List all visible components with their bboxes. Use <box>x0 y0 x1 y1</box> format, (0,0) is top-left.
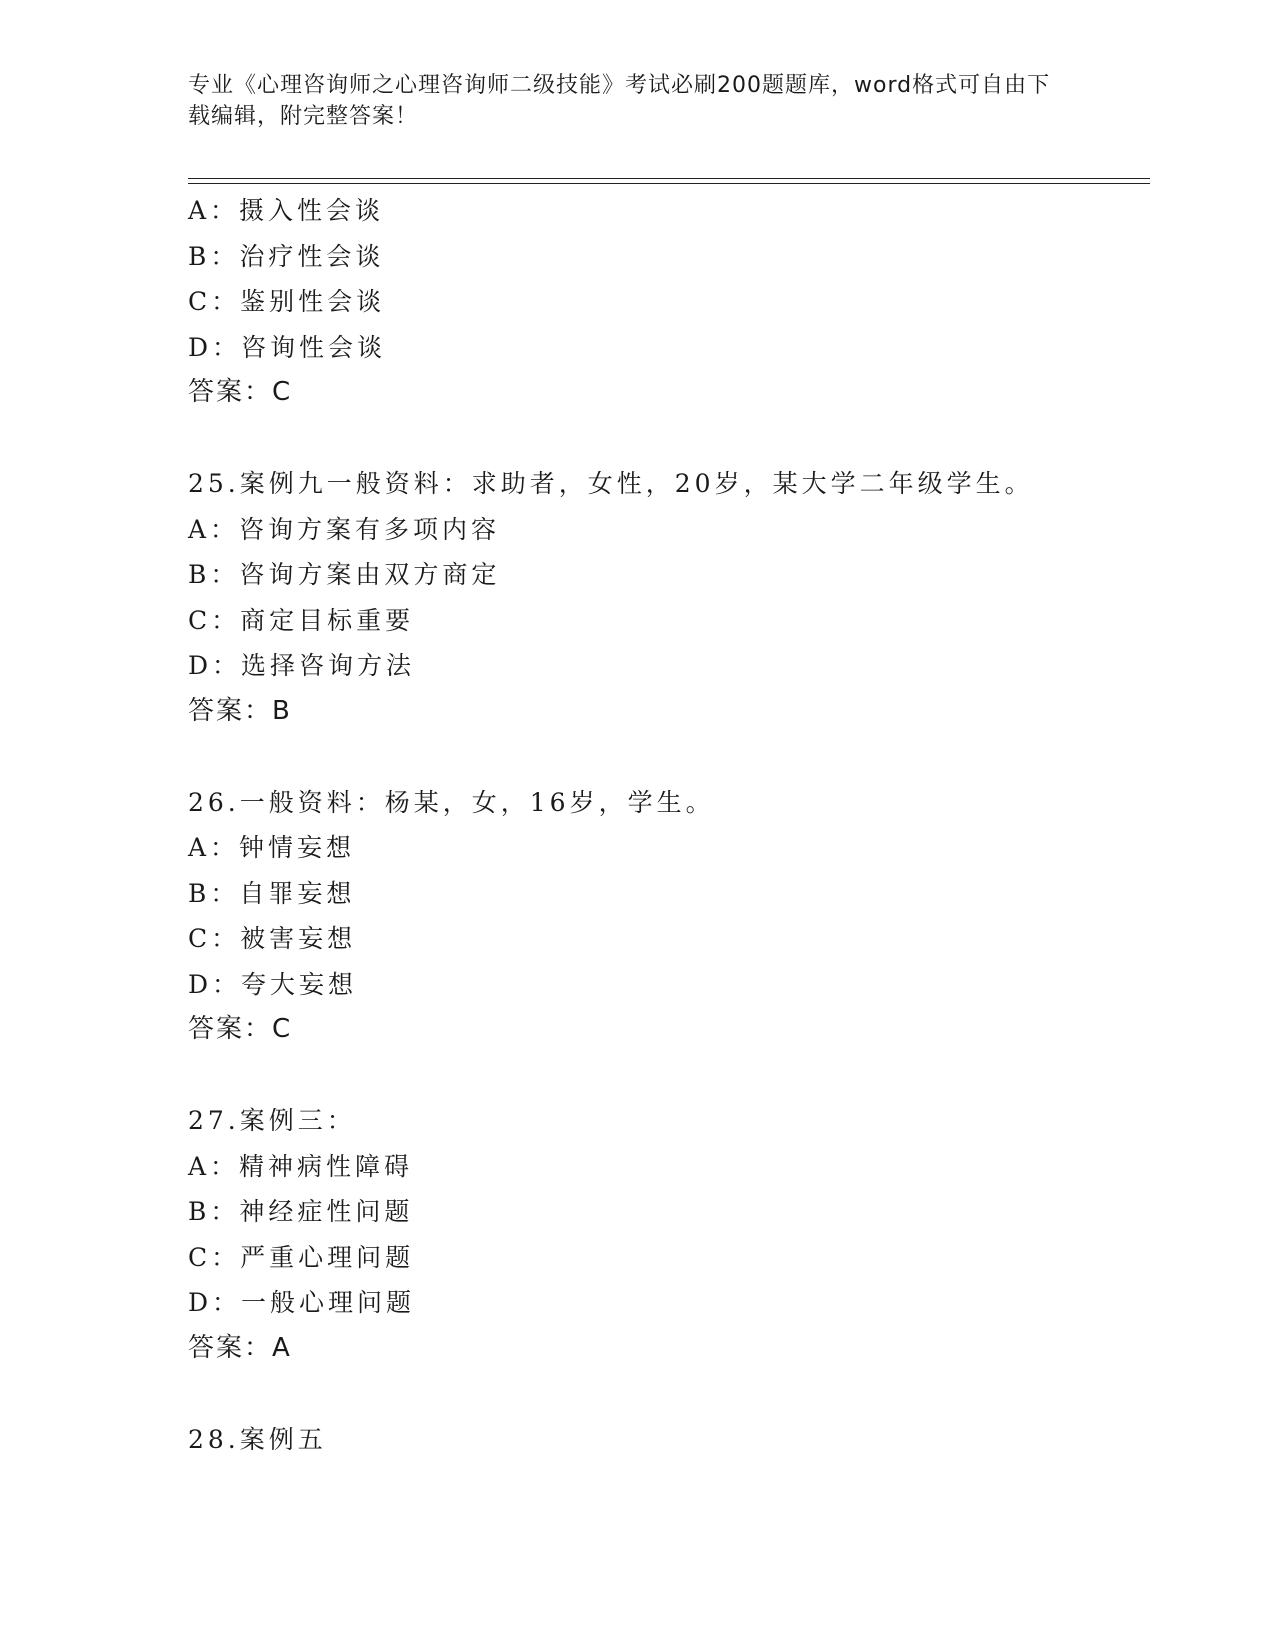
question-text: 28.案例五 <box>188 1424 327 1454</box>
option-c: C：严重心理问题 <box>188 1242 415 1272</box>
question-text: 27.案例三： <box>188 1106 356 1135</box>
question-block-24 <box>188 188 1148 416</box>
option-c: C：被害妄想 <box>188 924 357 953</box>
question-list <box>188 188 1148 1462</box>
option-a: A：精神病性障碍 <box>188 1151 414 1181</box>
option-a: A：摄入性会谈 <box>188 196 385 225</box>
option-d: D：选择咨询方法 <box>188 651 416 680</box>
option-b: B：神经症性问题 <box>188 1197 414 1226</box>
answer-line: 答案：C <box>188 1014 293 1044</box>
option-d: D：夸大妄想 <box>188 969 358 999</box>
answer-line: 答案：C <box>188 377 293 407</box>
spacer <box>188 734 1148 780</box>
option-a: A：钟情妄想 <box>188 833 356 862</box>
spacer <box>188 1053 1148 1099</box>
question-text: 26.一般资料：杨某，女，16岁，学生。 <box>188 787 715 817</box>
question-block-25 <box>188 461 1148 734</box>
spacer <box>188 416 1148 462</box>
answer-line: 答案：B <box>188 695 292 726</box>
question-text: 25.案例九一般资料：求助者，女性，20岁，某大学二年级学生。 <box>188 469 1034 498</box>
option-c: C：鉴别性会谈 <box>188 287 386 316</box>
header-rule-bottom <box>188 183 1150 184</box>
option-b: B：治疗性会谈 <box>188 241 385 271</box>
option-d: D：咨询性会谈 <box>188 332 387 362</box>
option-c: C：商定目标重要 <box>188 605 415 635</box>
header-rule-top <box>188 178 1150 179</box>
option-a: A：咨询方案有多项内容 <box>188 514 501 544</box>
question-block-27 <box>188 1098 1148 1371</box>
option-b: B：自罪妄想 <box>188 878 356 908</box>
option-d: D：一般心理问题 <box>188 1288 416 1317</box>
answer-line: 答案：A <box>188 1332 292 1363</box>
document-header: 专业《心理咨询师之心理咨询师二级技能》考试必刷200题题库，word格式可自由下载编辑，附完整答案！ <box>188 73 1051 129</box>
option-b: B：咨询方案由双方商定 <box>188 560 501 589</box>
question-block-26 <box>188 780 1148 1053</box>
spacer <box>188 1371 1148 1417</box>
question-block-28 <box>188 1417 1148 1463</box>
